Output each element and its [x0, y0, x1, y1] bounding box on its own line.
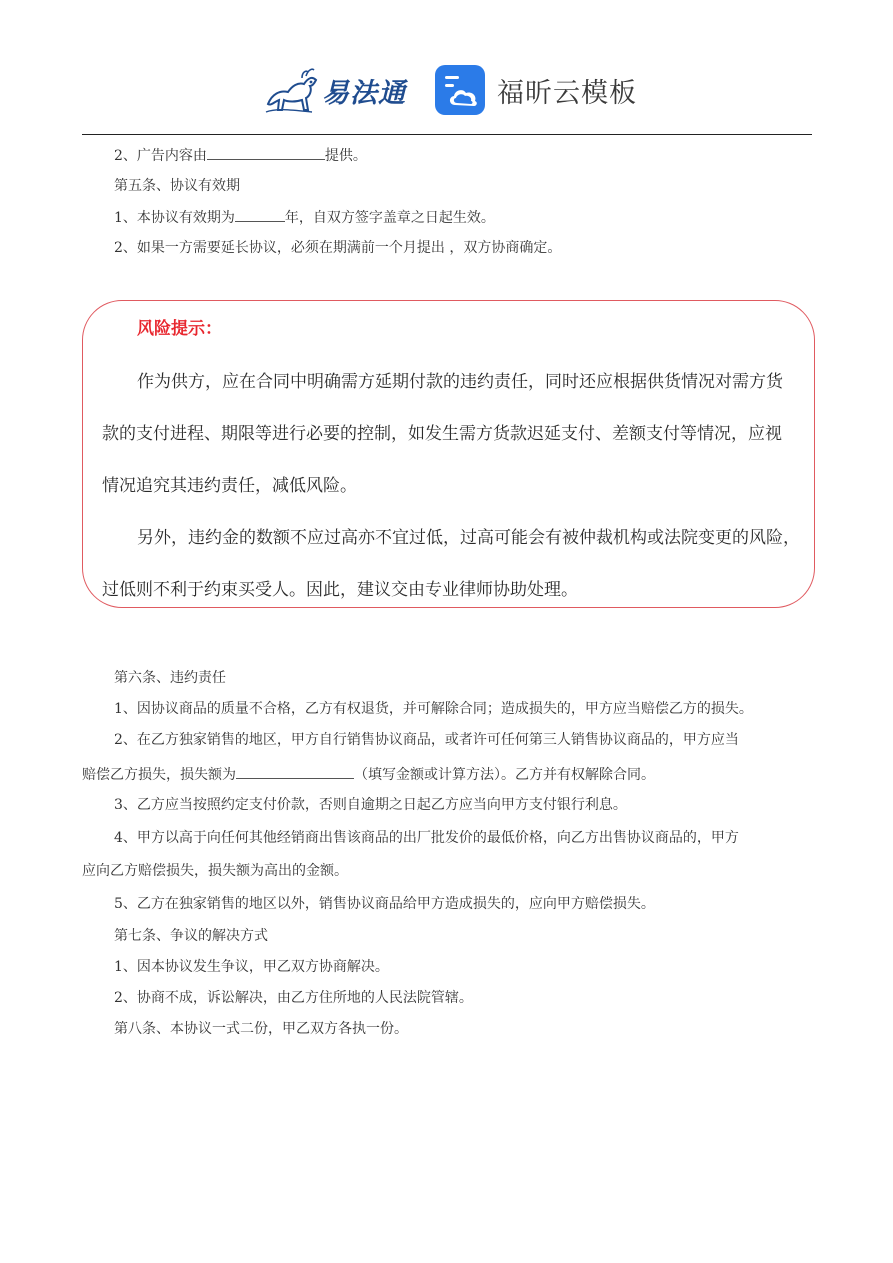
loss-amount-blank — [236, 764, 354, 779]
clause-validity-prefix: 1、本协议有效期为 — [114, 210, 235, 226]
yifatong-logo — [262, 64, 414, 116]
article-6-clause-3: 3、乙方应当按照约定支付价款，否则自逾期之日起乙方应当向甲方支付银行利息。 — [114, 797, 627, 813]
yifatong-logo-text: 易法通 — [322, 77, 406, 109]
article-6-clause-4b: 应向乙方赔偿损失，损失额为高出的金额。 — [82, 863, 348, 879]
ad-provider-blank — [207, 145, 325, 160]
article-7-clause-2: 2、协商不成，诉讼解决，由乙方住所地的人民法院管辖。 — [114, 990, 473, 1006]
risk-notice-line: 情况追究其违约责任，减低风险。 — [102, 476, 357, 496]
fuxin-template-text: 福昕云模板 — [497, 77, 637, 109]
risk-notice-line: 另外，违约金的数额不应过高亦不宜过低，过高可能会有被仲裁机构或法院变更的风险， — [137, 528, 800, 548]
clause-validity-period — [114, 207, 495, 228]
article-6-title: 第六条、违约责任 — [114, 670, 226, 686]
validity-years-blank — [235, 207, 285, 222]
risk-notice-line: 款的支付进程、期限等进行必要的控制，如发生需方货款迟延支付、差额支付等情况，应视 — [102, 424, 782, 444]
risk-notice-line: 过低则不利于约束买受人。因此，建议交由专业律师协助处理。 — [102, 580, 578, 600]
cloud-document-icon — [435, 65, 485, 115]
article-7-title: 第七条、争议的解决方式 — [114, 928, 268, 944]
clause-2b-suffix: （填写金额或计算方法）。乙方并有权解除合同。 — [354, 767, 655, 783]
clause-ad-content-suffix: 提供。 — [324, 148, 367, 164]
article-5-title: 第五条、协议有效期 — [114, 178, 240, 194]
article-6-clause-5: 5、乙方在独家销售的地区以外，销售协议商品给甲方造成损失的，应向甲方赔偿损失。 — [114, 896, 655, 912]
clause-2b-prefix: 赔偿乙方损失，损失额为 — [82, 767, 236, 783]
clause-validity-suffix: 年，自双方签字盖章之日起生效。 — [284, 210, 495, 226]
risk-notice-line: 作为供方，应在合同中明确需方延期付款的违约责任，同时还应根据供货情况对需方货 — [137, 372, 783, 392]
risk-notice-box — [82, 300, 815, 608]
article-6-clause-2a: 2、在乙方独家销售的地区，甲方自行销售协议商品，或者许可任何第三人销售协议商品的，甲方应当 — [114, 732, 739, 748]
risk-notice-title: 风险提示： — [137, 319, 222, 339]
clause-ad-content — [114, 145, 367, 166]
article-6-clause-1: 1、因协议商品的质量不合格，乙方有权退货，并可解除合同；造成损失的，甲方应当赔偿乙方的损失。 — [114, 701, 753, 717]
fuxin-template-logo — [435, 65, 637, 115]
header-divider — [82, 134, 812, 135]
qilin-mascot-icon — [262, 64, 320, 116]
clause-ad-content-prefix: 2、广告内容由 — [114, 148, 207, 164]
clause-extension: 2、如果一方需要延长协议，必须在期满前一个月提出 ，双方协商确定。 — [114, 240, 562, 256]
article-6-clause-2b — [82, 764, 655, 785]
article-8-title: 第八条、本协议一式二份，甲乙双方各执一份。 — [114, 1021, 408, 1037]
article-7-clause-1: 1、因本协议发生争议，甲乙双方协商解决。 — [114, 959, 389, 975]
article-6-clause-4a: 4、甲方以高于向任何其他经销商出售该商品的出厂批发价的最低价格，向乙方出售协议商品的，甲方 — [114, 830, 739, 846]
page-header — [0, 60, 893, 124]
